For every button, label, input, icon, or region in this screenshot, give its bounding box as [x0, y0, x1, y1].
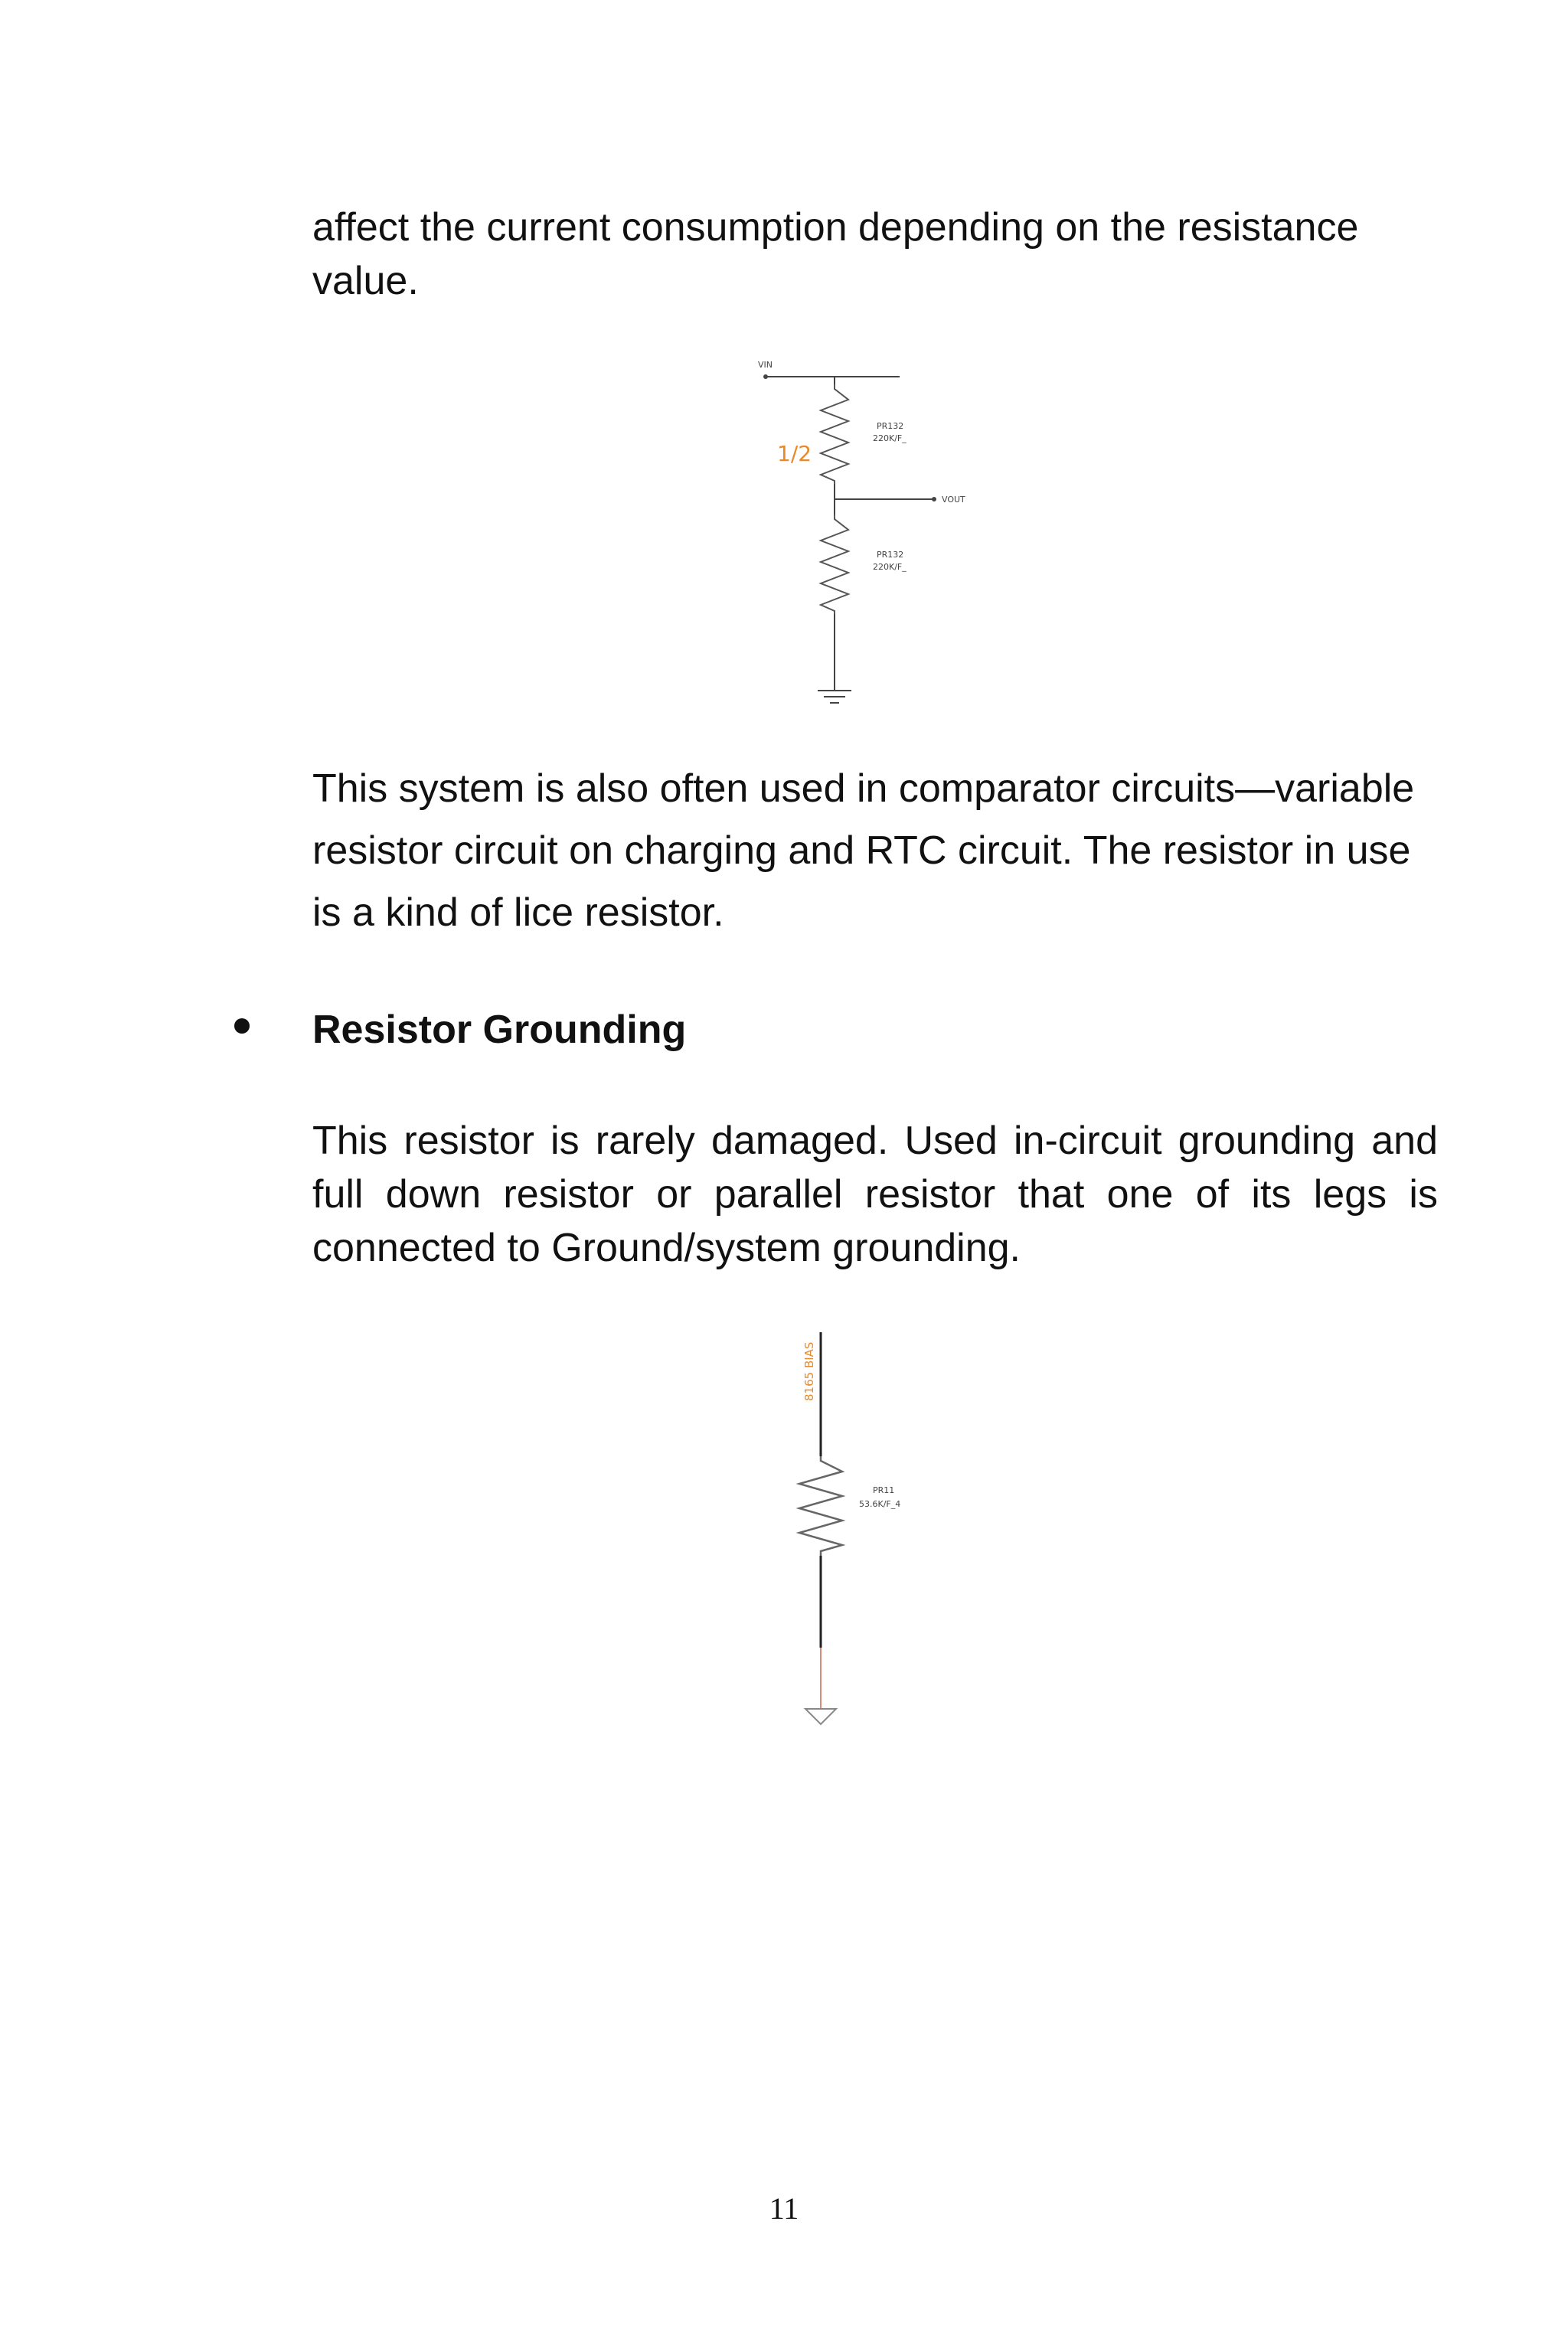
r2-value-label: 220K/F_ [873, 562, 906, 572]
pr11-value-label: 53.6K/F_4 [859, 1499, 901, 1509]
page-number: 11 [769, 2191, 799, 2226]
resistor-r1 [821, 384, 848, 484]
voltage-divider-schematic [735, 352, 995, 720]
vin-label: VIN [758, 360, 773, 370]
paragraph-resistor-grounding: This resistor is rarely damaged. Used in-circuit grounding and full down resistor or parallel resistor that one of its legs is connected to Ground/system grounding. [312, 1119, 1438, 1270]
resistor-r2 [821, 514, 848, 614]
ground-symbol [818, 691, 851, 703]
ratio-label: 1/2 [777, 441, 812, 466]
vout-node [932, 497, 936, 501]
resistor-pr11 [799, 1456, 842, 1556]
r2-name-label: PR132 [877, 550, 904, 560]
paragraph-current-consumption: affect the current consumption depending on the resistance value. [312, 205, 1359, 303]
pr11-name-label: PR11 [873, 1485, 895, 1495]
r1-value-label: 220K/F_ [873, 433, 906, 443]
ground-triangle-icon [805, 1709, 836, 1724]
net-label: 8165 BIAS [802, 1341, 816, 1401]
section-heading: Resistor Grounding [312, 1008, 687, 1052]
bullet-icon [231, 1018, 254, 1041]
vout-label: VOUT [942, 495, 965, 505]
r1-name-label: PR132 [877, 421, 904, 431]
paragraph-comparator-circuits: This system is also often used in comparator circuits—variable resistor circuit on charging and RTC circuit. The resistor in use is a kind of lice resistor. [312, 766, 1415, 935]
resistor-grounding-schematic [766, 1317, 995, 1746]
